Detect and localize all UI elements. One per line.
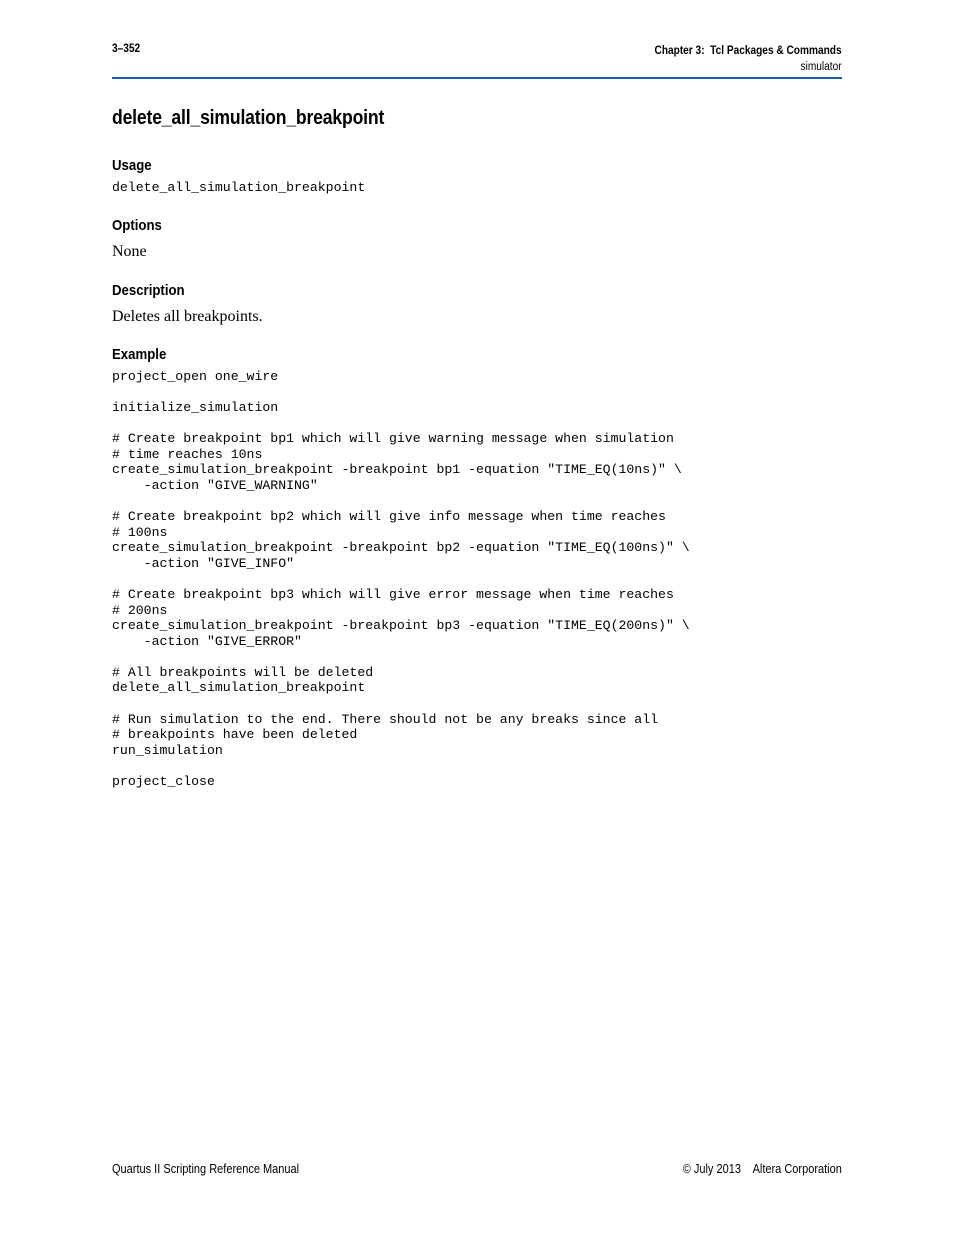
example-heading: Example (112, 345, 167, 363)
usage-heading: Usage (112, 157, 152, 174)
chapter-title: Chapter 3: Tcl Packages & Commands (654, 45, 842, 57)
example-code: project_open one_wire initialize_simulation # Create breakpoint bp1 which will give warning message when simulation # time reaches 10ns create_simulation_breakpoint -breakpoint bp1 -equation "TIME_EQ(10ns)" \ -action "GIVE_WARNING" # Create breakpoint bp2 which will give info message when time reaches # 100ns create_simulation_breakpoint -breakpoint bp2 -equation "TIME_EQ(100ns)" \ -action "GIVE_INFO" # Create breakpoint bp3 which will give error message when time reaches # 200ns create_simulation_breakpoint -breakpoint bp3 -equation "TIME_EQ(200ns)" \ -action "GIVE_ERROR" # All breakpoints will be deleted delete_all_simulation_breakpoint # Run simulation to the end. There should not be any breaks since all # breakpoints have been deleted run_simulation project_close (112, 368, 690, 790)
page-number: 3–352 (112, 43, 141, 55)
running-header (655, 43, 842, 75)
description-text: Deletes all breakpoints. (112, 307, 263, 325)
usage-code: delete_all_simulation_breakpoint (112, 180, 366, 195)
options-text: None (112, 242, 147, 260)
footer-copyright: © July 2013 Altera Corporation (682, 1162, 842, 1176)
main-content (112, 104, 842, 790)
page-title: delete_all_simulation_breakpoint (112, 107, 385, 129)
section-name: simulator (800, 61, 842, 73)
description-heading: Description (112, 281, 185, 299)
footer-manual-title: Quartus II Scripting Reference Manual (112, 1162, 300, 1176)
options-heading: Options (112, 216, 162, 234)
header-rule (112, 77, 842, 79)
